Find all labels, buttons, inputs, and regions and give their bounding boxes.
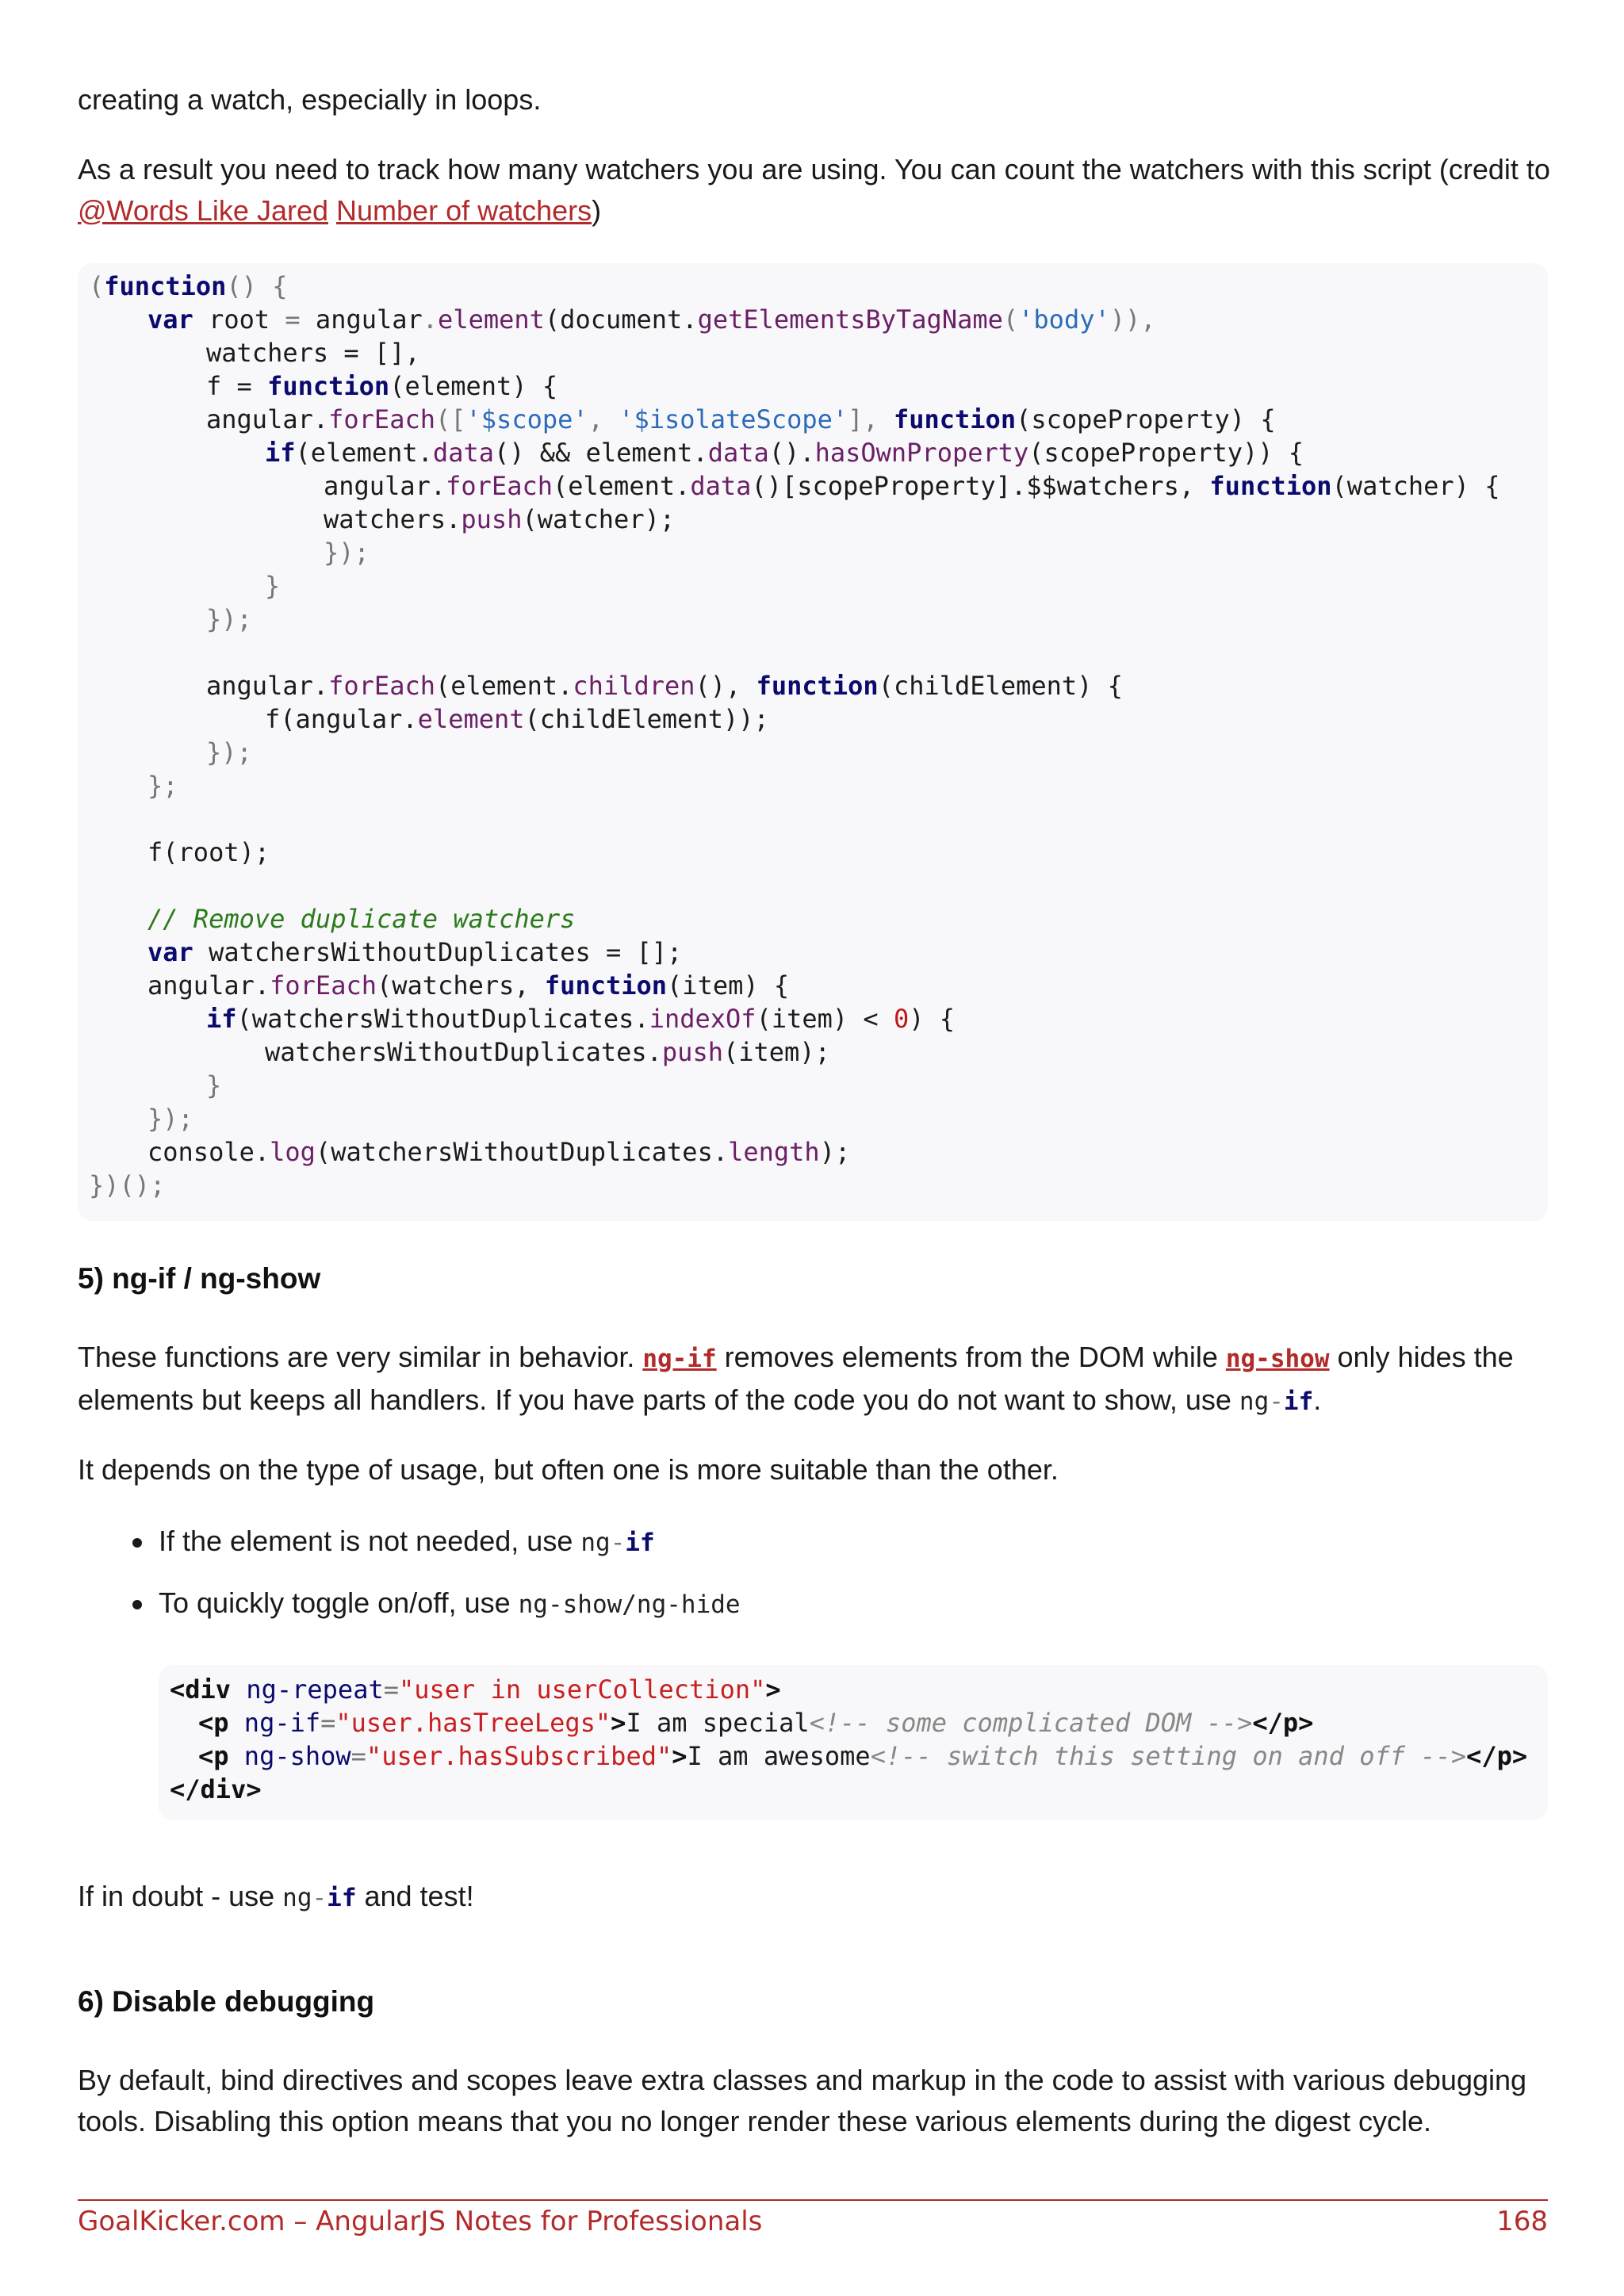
section6-paragraph: By default, bind directives and scopes leave extra classes and markup in the code to assist with various debugging tools. Disabling this option means that you no longer render these various elements during the digest cycle. — [78, 2064, 1527, 2137]
code-line: angular.forEach(watchers, function(item) { — [147, 970, 790, 1001]
code-line: angular.forEach(element.children(), function(childElement) { — [206, 671, 1123, 701]
intro-line: creating a watch, especially in loops. — [78, 83, 542, 116]
code-line: }); — [147, 1104, 193, 1134]
code-line: })(); — [89, 1170, 166, 1200]
code-line: </div> — [170, 1774, 262, 1804]
code-line: <p ng-show="user.hasSubscribed">I am awesome<!-- switch this setting on and off --></p> — [198, 1741, 1528, 1771]
list-item: If the element is not needed, use ng-if — [128, 1521, 741, 1582]
code-line: if(element.data() && element.data().hasOwnProperty(scopeProperty)) { — [265, 438, 1304, 468]
section-heading-ng-if: 5) ng-if / ng-show — [78, 1262, 321, 1295]
inline-code: ng-show/ng-hide — [518, 1590, 741, 1619]
section5-paragraph-2: It depends on the type of usage, but often one is more suitable than the other. — [78, 1453, 1059, 1486]
code-line: }); — [206, 737, 252, 767]
list-item: To quickly toggle on/off, use ng-show/ng-hide — [128, 1582, 741, 1625]
code-line: <div ng-repeat="user in userCollection"> — [170, 1674, 781, 1705]
bullet-list — [128, 1521, 741, 1625]
code-line: var root = angular.element(document.getElementsByTagName('body')), — [147, 304, 1156, 335]
bullet-dot — [132, 1600, 142, 1609]
credit-link-author[interactable]: @Words Like Jared — [78, 194, 329, 227]
code-line: watchersWithoutDuplicates.push(item); — [265, 1037, 830, 1067]
section-heading-disable-debugging: 6) Disable debugging — [78, 1985, 375, 2018]
code-line: }); — [206, 604, 252, 634]
section5-paragraph: These functions are very similar in behavior. ng-if removes elements from the DOM while ng-show only hides the elements but keeps all handlers. If you have parts of the code you do not want to show, use ng-if. — [78, 1341, 1514, 1416]
code-block-ng-if-example — [159, 1665, 1548, 1820]
code-line: f = function(element) { — [206, 371, 558, 401]
intro-paragraph — [78, 149, 1553, 232]
code-line: var watchersWithoutDuplicates = []; — [147, 937, 683, 967]
code-line: watchers = [], — [206, 338, 420, 368]
bullet-dot — [132, 1538, 142, 1548]
code-line: <p ng-if="user.hasTreeLegs">I am special<!-- some complicated DOM --></p> — [198, 1708, 1314, 1738]
inline-code: ng-if — [282, 1884, 357, 1912]
ng-if-link[interactable]: ng-if — [642, 1345, 717, 1373]
code-line: console.log(watchersWithoutDuplicates.length); — [147, 1137, 851, 1167]
inline-code: ng-if — [1239, 1387, 1314, 1416]
section5-paragraph-3: If in doubt - use ng-if and test! — [78, 1880, 474, 1912]
code-line: angular.forEach(element.data()[scopeProperty].$$watchers, function(watcher) { — [324, 471, 1500, 501]
footer-divider — [78, 2199, 1548, 2201]
code-line: (function() { — [89, 271, 288, 301]
code-line: } — [265, 571, 281, 601]
code-comment: // Remove duplicate watchers — [147, 904, 576, 934]
code-line: watchers.push(watcher); — [324, 504, 676, 534]
inline-code: ng-if — [580, 1529, 655, 1557]
intro-text: As a result you need to track how many watchers you are using. You can count the watchers with this script (credit to — [78, 153, 1550, 186]
code-line: }); — [324, 538, 370, 568]
page-number: 168 — [1496, 2206, 1548, 2237]
code-line: if(watchersWithoutDuplicates.indexOf(item) < 0) { — [206, 1004, 956, 1034]
code-block-watchers — [78, 263, 1548, 1221]
footer-source: GoalKicker.com – AngularJS Notes for Professionals — [78, 2206, 763, 2237]
intro-end: ) — [592, 194, 602, 227]
code-line: } — [206, 1070, 222, 1100]
code-line: }; — [147, 771, 178, 801]
credit-link-watchers[interactable]: Number of watchers — [336, 194, 592, 227]
code-line: f(root); — [147, 837, 270, 867]
code-line: angular.forEach(['$scope', '$isolateScope'], function(scopeProperty) { — [206, 404, 1276, 434]
code-line: f(angular.element(childElement)); — [265, 704, 769, 734]
ng-show-link[interactable]: ng-show — [1225, 1345, 1330, 1373]
